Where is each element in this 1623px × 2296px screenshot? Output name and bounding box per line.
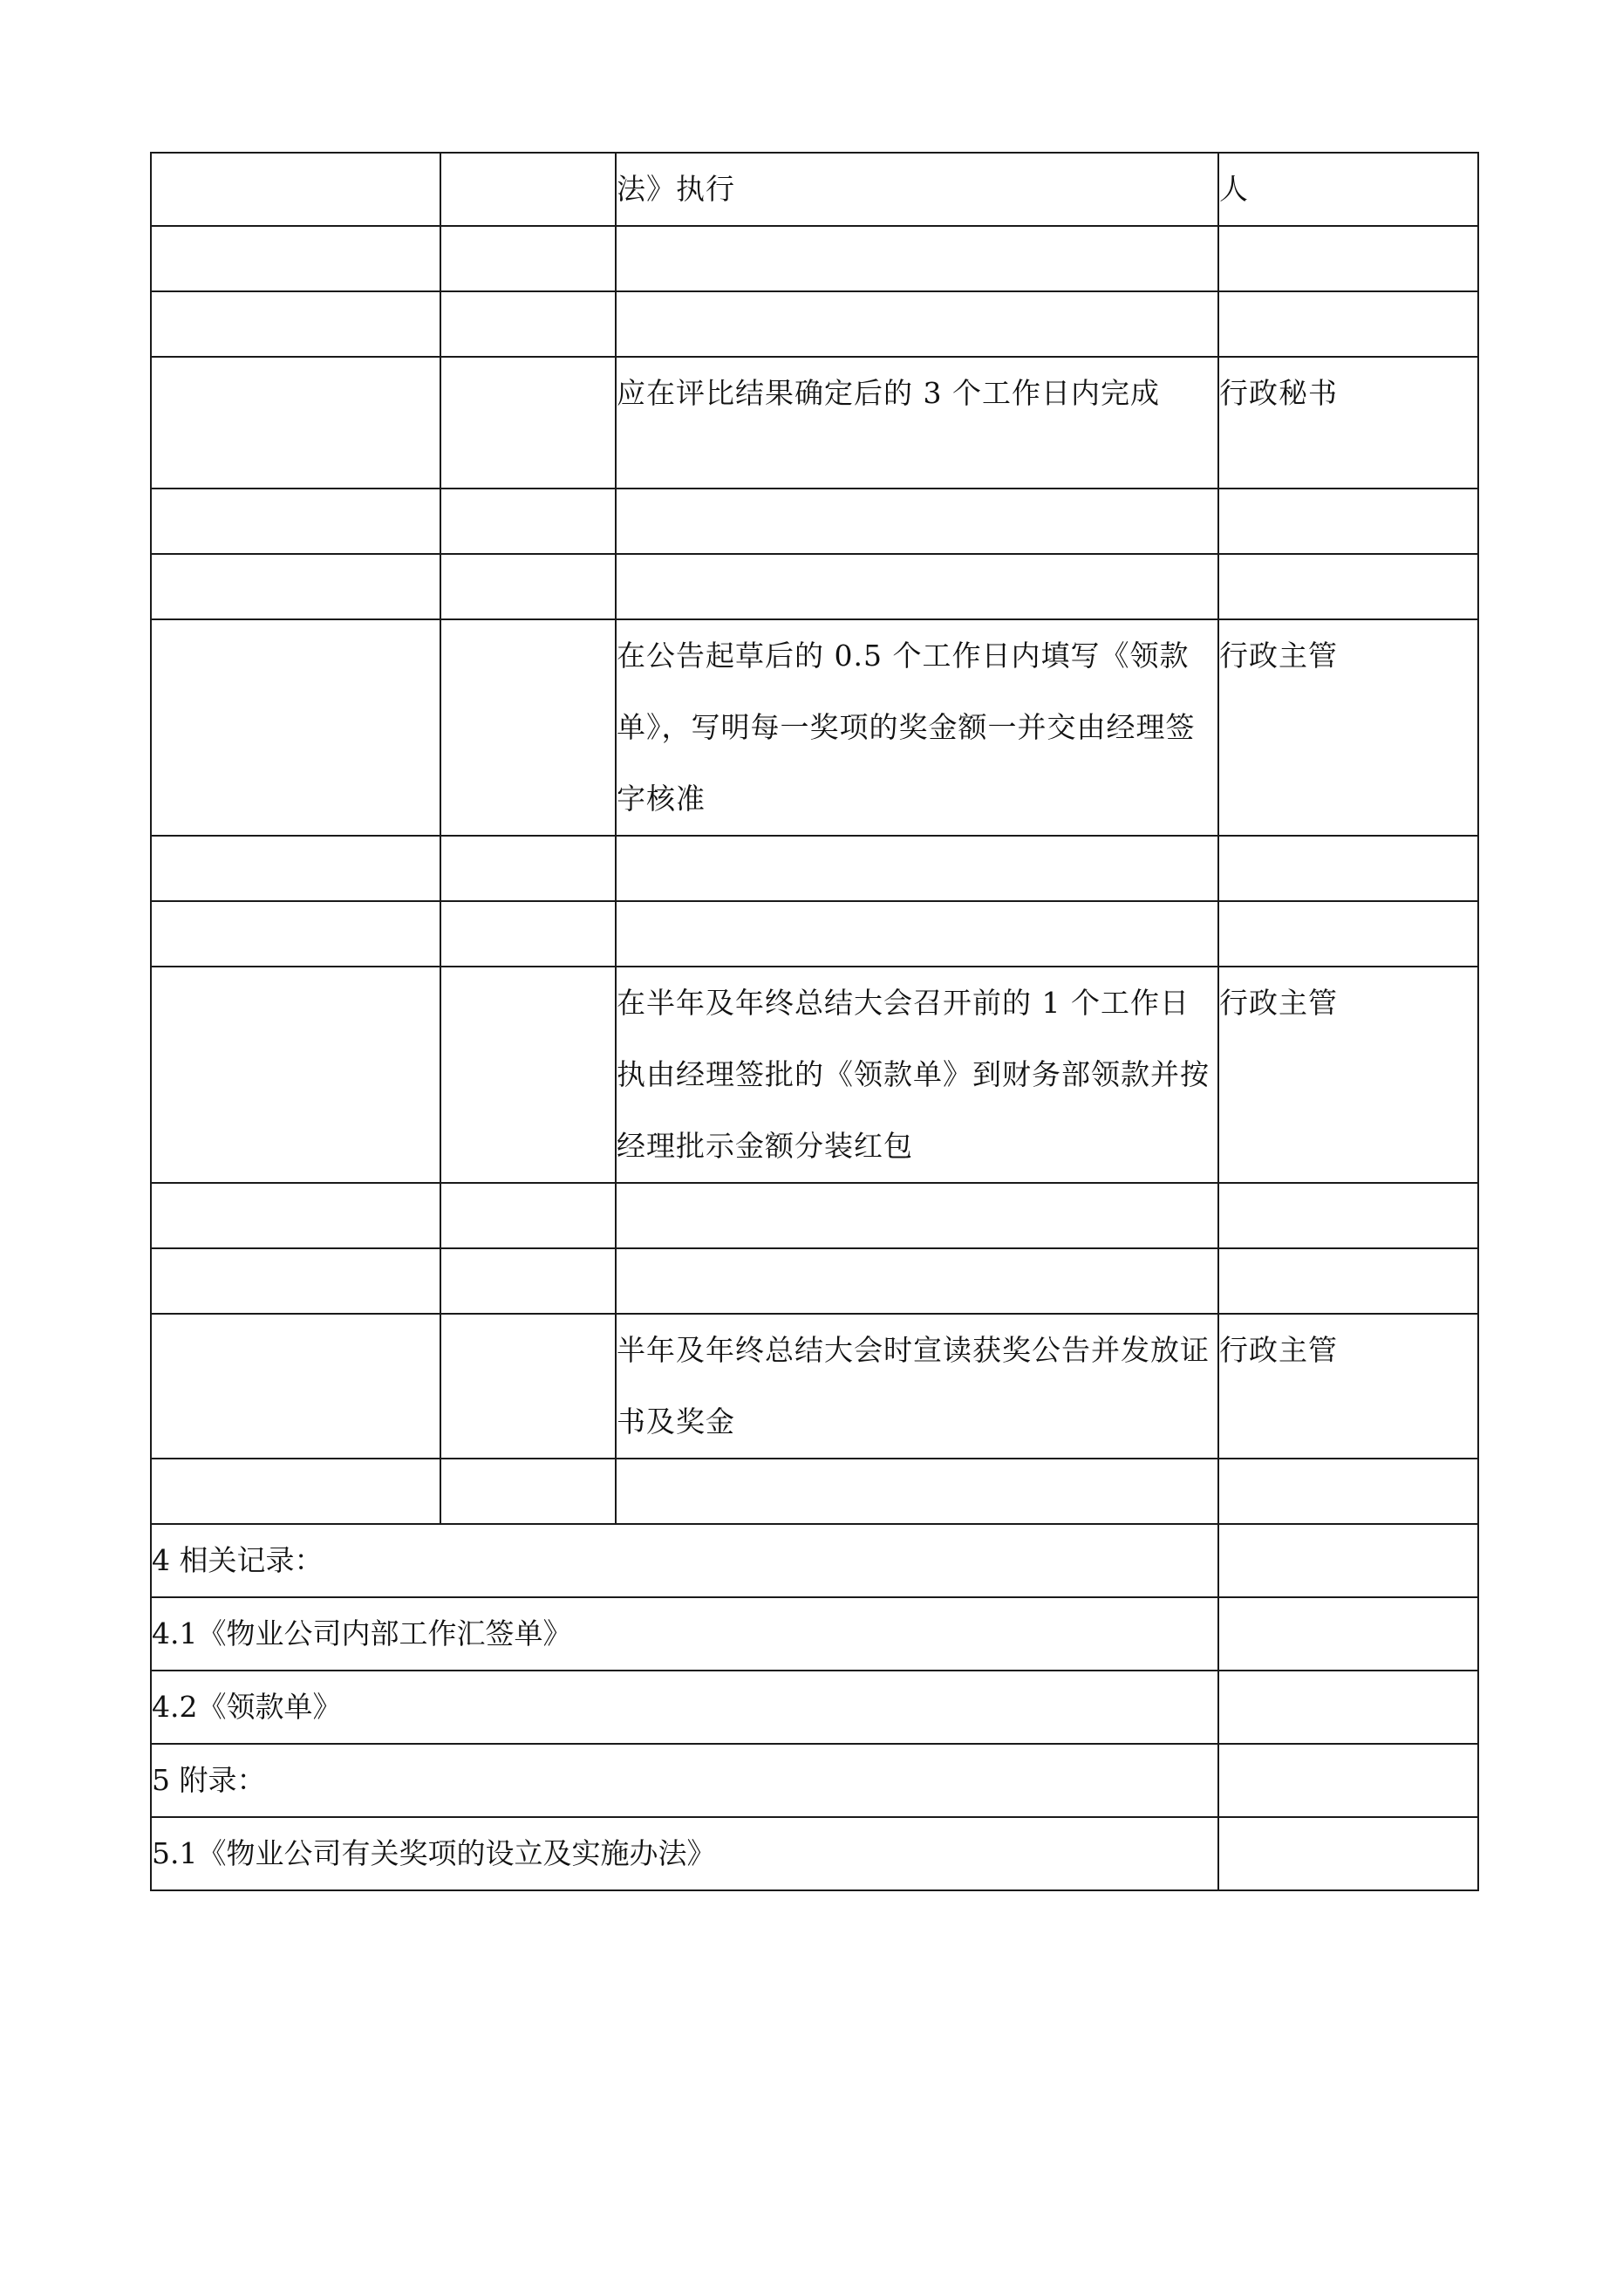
step-cell xyxy=(151,1183,440,1248)
task-cell xyxy=(440,1183,616,1248)
description-cell xyxy=(616,901,1218,967)
step-cell xyxy=(151,226,440,291)
description-cell xyxy=(616,357,1218,489)
task-cell xyxy=(440,619,616,836)
responsible-text: 行政主管 xyxy=(1219,1333,1338,1367)
description-cell xyxy=(616,836,1218,901)
step-cell xyxy=(151,1248,440,1314)
responsible-cell xyxy=(1218,291,1478,357)
responsible-text: 行政主管 xyxy=(1219,986,1338,1020)
responsible-text: 行政秘书 xyxy=(1219,376,1338,410)
step-cell xyxy=(151,901,440,967)
table-row xyxy=(151,226,1478,291)
description-text: 在半年及年终总结大会召开前的 1 个工作日执由经理签批的《领款单》到财务部领款并按经理批示金额分装红包 xyxy=(617,986,1210,1163)
description-cell xyxy=(616,489,1218,554)
description-text: 半年及年终总结大会时宣读获奖公告并发放证书及奖金 xyxy=(617,1333,1210,1438)
task-cell xyxy=(440,1459,616,1524)
record-row xyxy=(151,1597,1478,1671)
responsible-text: 人 xyxy=(1219,172,1249,206)
description-cell xyxy=(616,619,1218,836)
task-cell xyxy=(440,554,616,619)
responsible-cell xyxy=(1218,1183,1478,1248)
blank-cell xyxy=(1218,1671,1478,1744)
step-cell xyxy=(151,291,440,357)
description-cell xyxy=(616,226,1218,291)
blank-cell xyxy=(1218,1524,1478,1597)
appendix-row xyxy=(151,1817,1478,1890)
blank-cell xyxy=(1218,1597,1478,1671)
table-row xyxy=(151,554,1478,619)
task-cell xyxy=(440,967,616,1183)
step-cell xyxy=(151,153,440,226)
description-cell xyxy=(616,554,1218,619)
task-cell xyxy=(440,153,616,226)
record-row xyxy=(151,1671,1478,1744)
table-row xyxy=(151,153,1478,226)
responsible-cell xyxy=(1218,619,1478,836)
step-cell xyxy=(151,1314,440,1459)
table-row xyxy=(151,1459,1478,1524)
task-cell xyxy=(440,836,616,901)
task-cell xyxy=(440,1314,616,1459)
appendix-item: 5.1《物业公司有关奖项的设立及实施办法》 xyxy=(151,1817,1218,1890)
table-row xyxy=(151,1248,1478,1314)
responsible-cell xyxy=(1218,226,1478,291)
responsible-text: 行政主管 xyxy=(1219,639,1338,673)
description-cell xyxy=(616,1183,1218,1248)
description-text: 法》执行 xyxy=(617,172,735,206)
responsible-cell xyxy=(1218,153,1478,226)
table-row xyxy=(151,836,1478,901)
responsible-cell xyxy=(1218,901,1478,967)
table-row xyxy=(151,1314,1478,1459)
appendix-heading: 5 附录： xyxy=(151,1744,1218,1817)
description-cell xyxy=(616,153,1218,226)
table-row xyxy=(151,619,1478,836)
responsible-cell xyxy=(1218,1248,1478,1314)
table-row xyxy=(151,357,1478,489)
procedure-table xyxy=(150,152,1479,1891)
responsible-cell xyxy=(1218,967,1478,1183)
step-cell xyxy=(151,967,440,1183)
responsible-cell xyxy=(1218,489,1478,554)
records-heading: 4 相关记录： xyxy=(151,1524,1218,1597)
description-cell xyxy=(616,1248,1218,1314)
step-cell xyxy=(151,1459,440,1524)
task-cell xyxy=(440,291,616,357)
table-row xyxy=(151,1183,1478,1248)
table-row xyxy=(151,291,1478,357)
step-cell xyxy=(151,836,440,901)
table-row xyxy=(151,489,1478,554)
description-cell xyxy=(616,967,1218,1183)
blank-cell xyxy=(1218,1744,1478,1817)
description-cell xyxy=(616,1314,1218,1459)
step-cell xyxy=(151,489,440,554)
responsible-cell xyxy=(1218,357,1478,489)
blank-cell xyxy=(1218,1817,1478,1890)
appendix-heading-row xyxy=(151,1744,1478,1817)
task-cell xyxy=(440,901,616,967)
task-cell xyxy=(440,226,616,291)
responsible-cell xyxy=(1218,1314,1478,1459)
table-row xyxy=(151,901,1478,967)
step-cell xyxy=(151,619,440,836)
responsible-cell xyxy=(1218,836,1478,901)
description-text: 应在评比结果确定后的 3 个工作日内完成 xyxy=(617,376,1160,410)
description-cell xyxy=(616,1459,1218,1524)
description-cell xyxy=(616,291,1218,357)
records-heading-row xyxy=(151,1524,1478,1597)
step-cell xyxy=(151,357,440,489)
record-item: 4.2《领款单》 xyxy=(151,1671,1218,1744)
record-item: 4.1《物业公司内部工作汇签单》 xyxy=(151,1597,1218,1671)
task-cell xyxy=(440,1248,616,1314)
task-cell xyxy=(440,489,616,554)
table-row xyxy=(151,967,1478,1183)
responsible-cell xyxy=(1218,1459,1478,1524)
task-cell xyxy=(440,357,616,489)
step-cell xyxy=(151,554,440,619)
responsible-cell xyxy=(1218,554,1478,619)
description-text: 在公告起草后的 0.5 个工作日内填写《领款单》，写明每一奖项的奖金额一并交由经理签字核准 xyxy=(617,639,1196,816)
